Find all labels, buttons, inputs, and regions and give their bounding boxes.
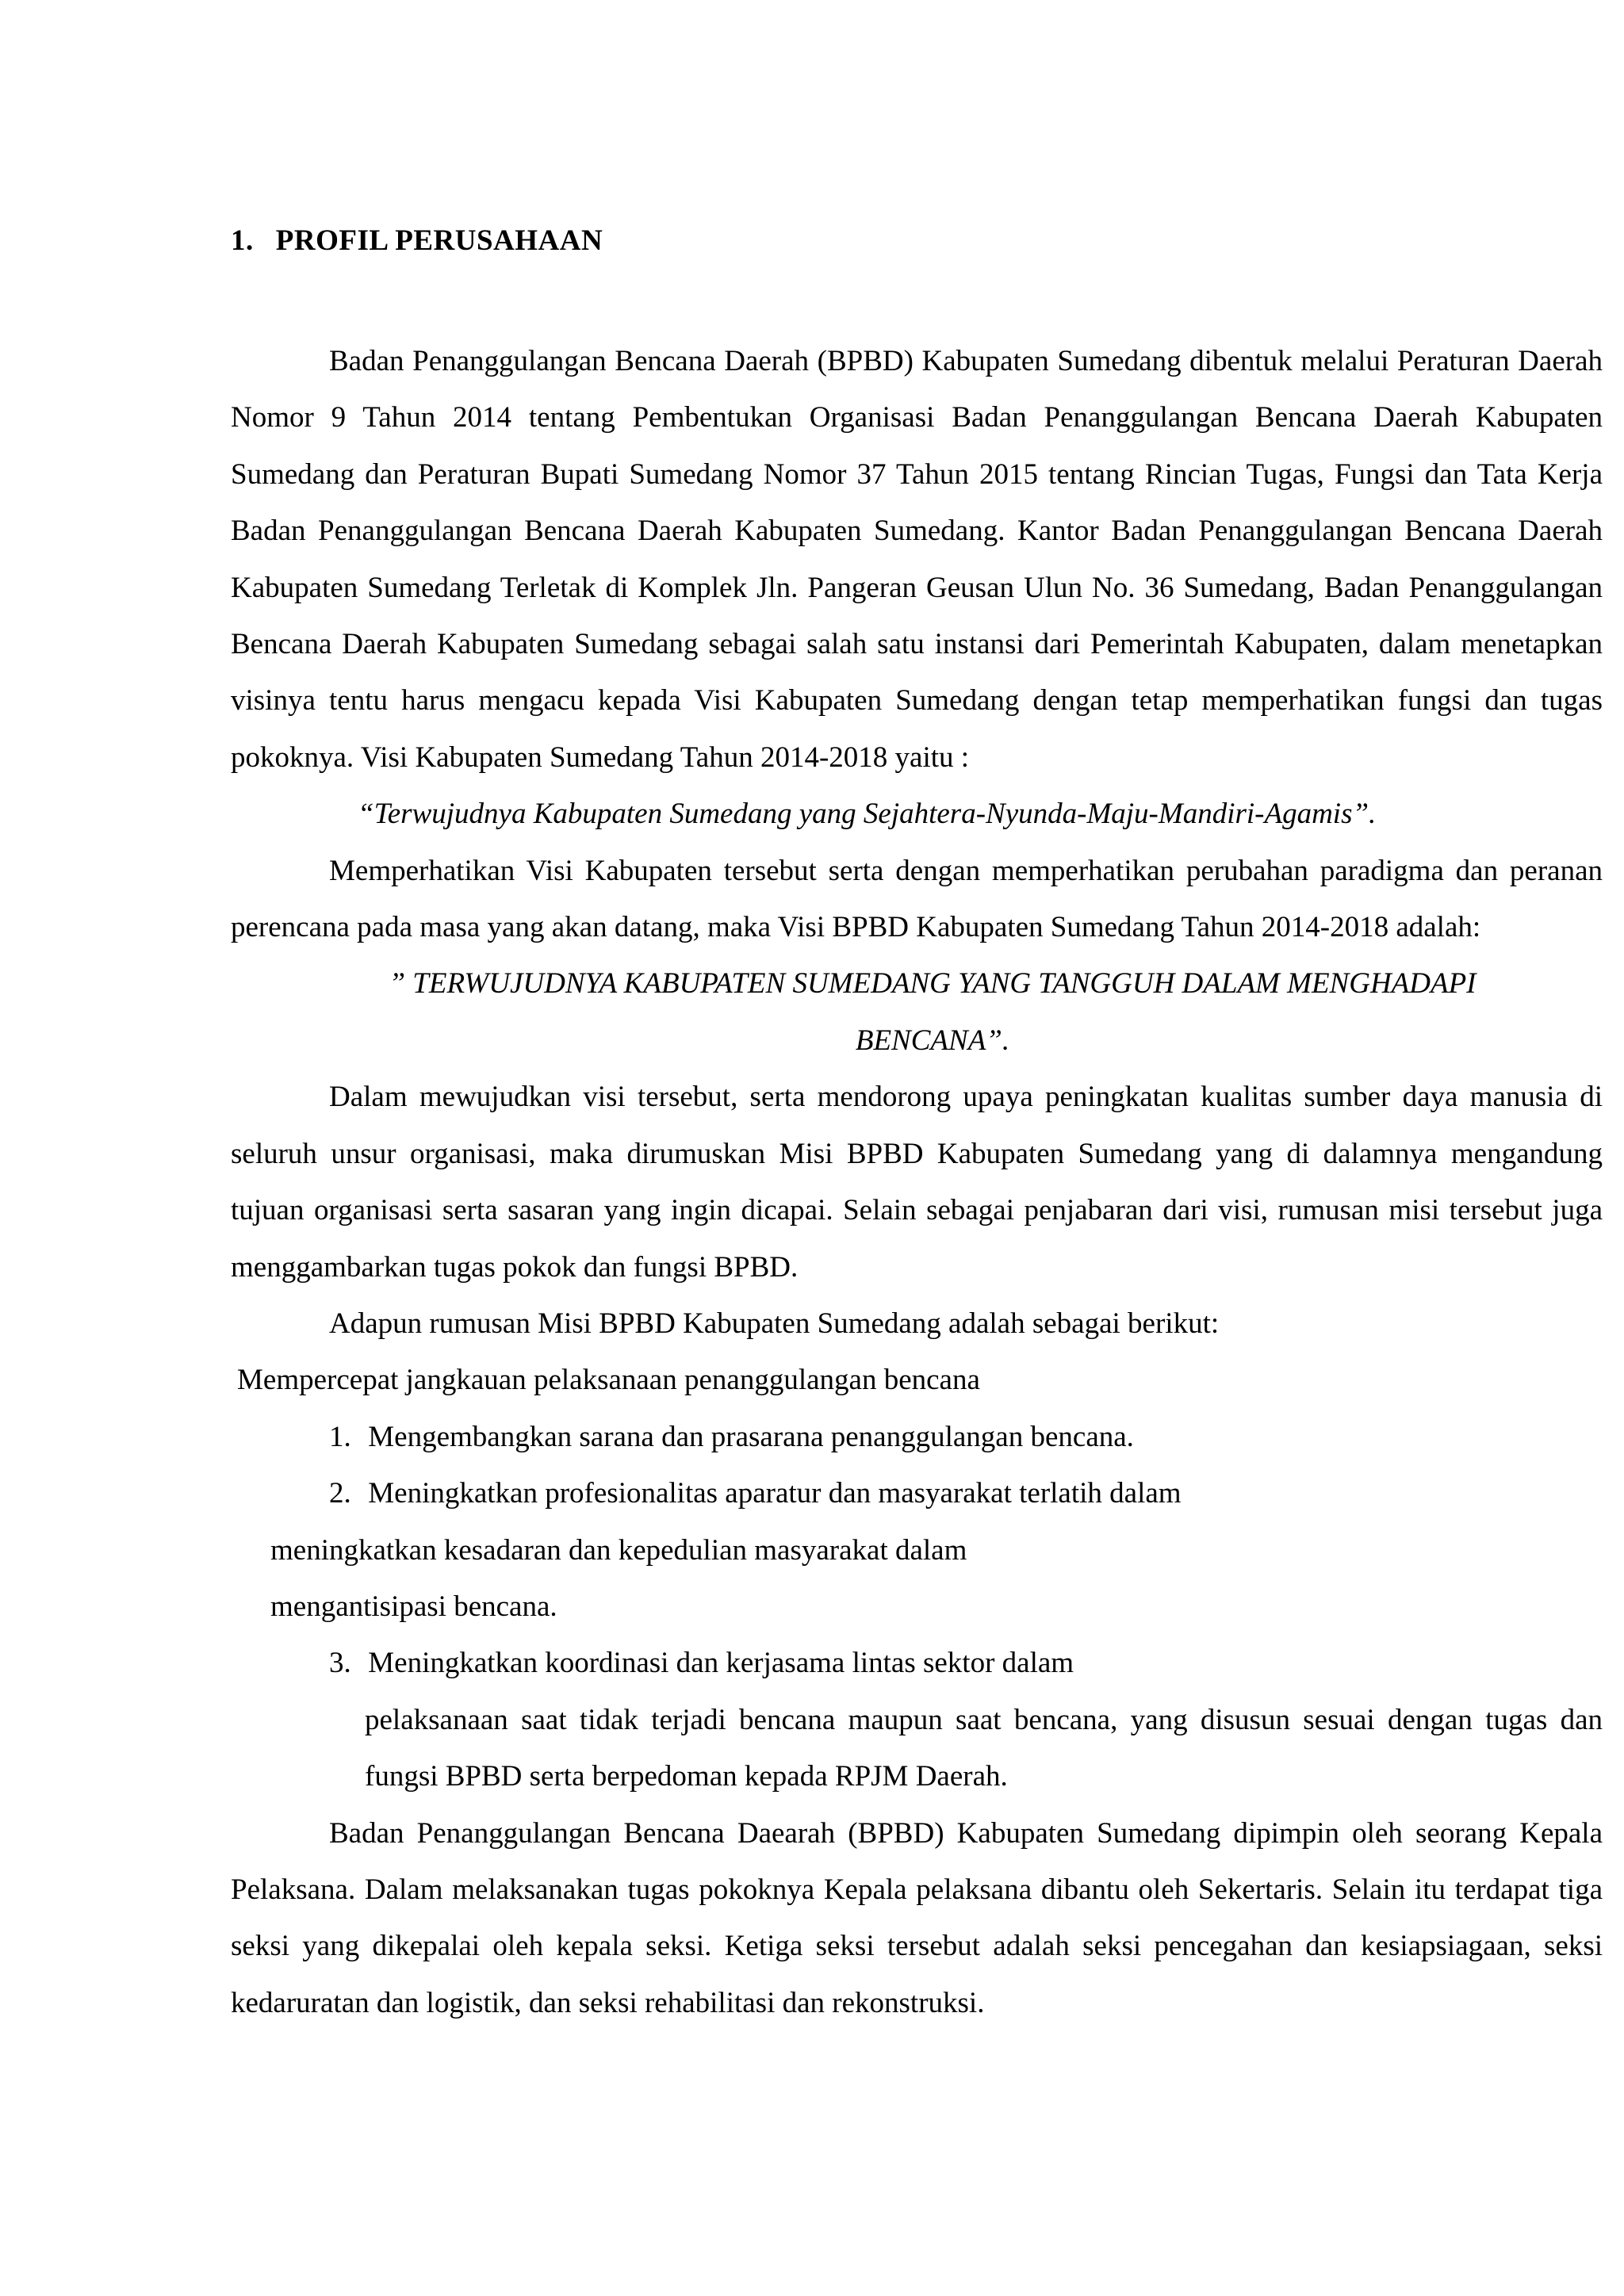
paragraph-intro: Badan Penanggulangan Bencana Daerah (BPBD) Kabupaten Sumedang dibentuk melalui Peraturan Daerah Nomor 9 Tahun 2014 tentang Pembentukan Organisasi Badan Penanggulangan Bencana Daerah Kabupaten Sumedang dan Peraturan Bupati Sumedang Nomor 37 Tahun 2015 tentang Rincian Tugas, Fungsi dan Tata Kerja Badan Penanggulangan Bencana Daerah Kabupaten Sumedang. Kantor Badan Penanggulangan Bencana Daerah Kabupaten Sumedang Terletak di Komplek Jln. Pangeran Geusan Ulun No. 36 Sumedang, Badan Penanggulangan Bencana Daerah Kabupaten Sumedang sebagai salah satu instansi dari Pemerintah Kabupaten, dalam menetapkan visinya tentu harus mengacu kepada Visi Kabupaten Sumedang dengan tetap memperhatikan fungsi dan tugas pokoknya. Visi Kabupaten Sumedang Tahun 2014-2018 yaitu : — [231, 345, 1603, 774]
section-number: 1. — [231, 224, 254, 257]
paragraph-organization: Badan Penanggulangan Bencana Daearah (BPBD) Kabupaten Sumedang dipimpin oleh seorang Kepala Pelaksana. Dalam melaksanakan tugas pokoknya Kepala pelaksana dibantu oleh Sekertaris. Selain itu terdapat tiga seksi yang dikepalai oleh kepala seksi. Ketiga seksi tersebut adalah seksi pencegahan dan kesiapsiagaan, seksi kedaruratan dan logistik, dan seksi rehabilitasi dan rekonstruksi. — [231, 1816, 1603, 2019]
paragraph-misi: Dalam mewujudkan visi tersebut, serta mendorong upaya peningkatan kualitas sumber daya manusia di seluruh unsur organisasi, maka dirumuskan Misi BPBD Kabupaten Sumedang yang di dalamnya mengandung tujuan organisasi serta sasaran yang ingin dicapai. Selain sebagai penjabaran dari visi, rumusan misi tersebut juga menggambarkan tugas pokok dan fungsi BPBD. — [231, 1081, 1603, 1284]
list-item: 3. Meningkatkan koordinasi dan kerjasama lintas sektor dalam — [329, 1647, 1074, 1680]
misi-statement: Mempercepat jangkauan pelaksanaan penanggulangan bencana — [237, 1364, 980, 1397]
list-item-continuation: mengantisipasi bencana. — [270, 1590, 557, 1623]
paragraph-misi-list-intro: Adapun rumusan Misi BPBD Kabupaten Sumedang adalah sebagai berikut: — [329, 1307, 1220, 1340]
section-heading — [231, 220, 603, 262]
list-item-continuation: meningkatkan kesadaran dan kepedulian masyarakat dalam — [270, 1533, 967, 1567]
list-item: 2. Meningkatkan profesionalitas aparatur dan masyarakat terlatih dalam — [329, 1477, 1182, 1510]
section-title: PROFIL PERUSAHAAN — [275, 224, 603, 257]
document-body — [231, 333, 1603, 2031]
list-item-continuation: pelaksanaan saat tidak terjadi bencana maupun saat bencana, yang disusun sesuai dengan tugas dan fungsi BPBD serta berpedoman kepada RPJM Daerah. — [365, 1703, 1603, 1793]
visi-bpbd-quote: ” TERWUJUDNYA KABUPATEN SUMEDANG YANG TANGGUH DALAM MENGHADAPI BENCANA”. — [389, 967, 1477, 1057]
list-item: 1. Mengembangkan sarana dan prasarana penanggulangan bencana. — [329, 1420, 1134, 1453]
paragraph-visi: Memperhatikan Visi Kabupaten tersebut serta dengan memperhatikan perubahan paradigma dan peranan perencana pada masa yang akan datang, maka Visi BPBD Kabupaten Sumedang Tahun 2014-2018 adalah: — [231, 854, 1603, 944]
visi-kabupaten-quote: “Terwujudnya Kabupaten Sumedang yang Sejahtera-Nyunda-Maju-Mandiri-Agamis”. — [358, 798, 1377, 831]
